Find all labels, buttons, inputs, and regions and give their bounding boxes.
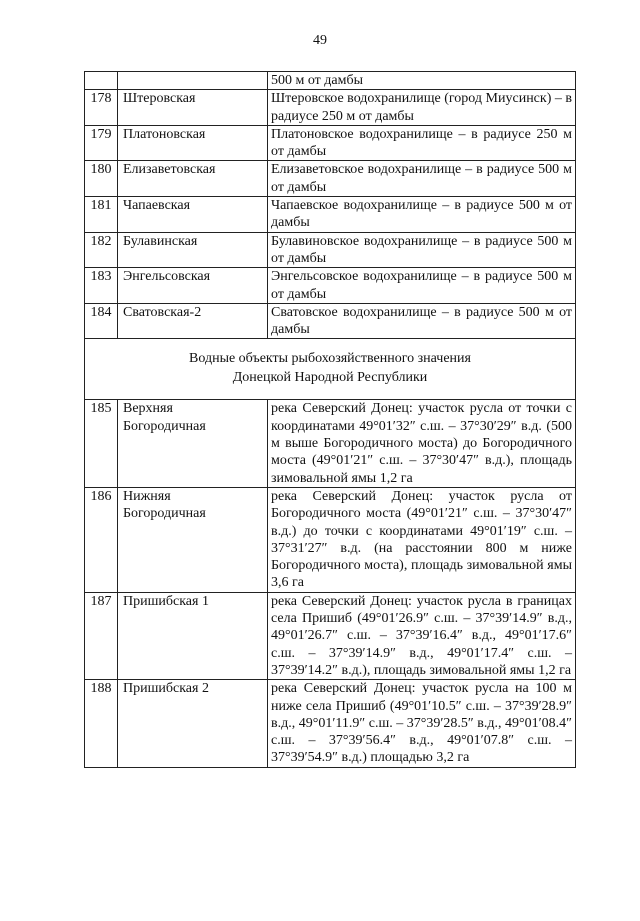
section-header-body	[85, 339, 576, 400]
table-body-lower	[85, 400, 576, 767]
table-body-upper	[85, 72, 576, 339]
object-name: Елизаветовская	[118, 161, 268, 197]
row-number: 186	[85, 487, 118, 592]
object-description: река Северский Донец: участок русла от точки с координатами 49°01′32″ с.ш. – 37°30′29″ в.д. (500 м выше Богородичного моста) до Богородичного моста (49°01′21″ с.ш. – 37°30′47″ в.д.), площадь зимовальной ямы 1,2 га	[268, 400, 576, 487]
table-row	[85, 487, 576, 592]
object-description: Булавиновское водохранилище – в радиусе 500 м от дамбы	[268, 232, 576, 268]
object-name: Энгельсовская	[118, 268, 268, 304]
object-name: Булавинская	[118, 232, 268, 268]
row-number: 179	[85, 125, 118, 161]
object-description: река Северский Донец: участок русла на 100 м ниже села Пришиб (49°01′10.5″ с.ш. – 37°39′28.9″ в.д., 49°01′11.9″ с.ш. – 37°39′28.5″ в.д., 49°01′08.4″ с.ш. – 37°39′56.4″ в.д., 49°01′07.8″ с.ш. – 37°39′54.9″ в.д.) площадью 3,2 га	[268, 680, 576, 767]
row-number: 180	[85, 161, 118, 197]
table-row	[85, 125, 576, 161]
object-name: Чапаевская	[118, 197, 268, 233]
table-row	[85, 680, 576, 767]
object-description: Сватовское водохранилище – в радиусе 500 м от дамбы	[268, 303, 576, 339]
row-number: 178	[85, 90, 118, 126]
table-row	[85, 400, 576, 487]
object-description: Платоновское водохранилище – в радиусе 250 м от дамбы	[268, 125, 576, 161]
row-number: 181	[85, 197, 118, 233]
object-description: река Северский Донец: участок русла от Богородичного моста (49°01′21″ с.ш. – 37°30′47″ в.д.) до точки с координатами 49°01′19″ с.ш. – 37°31′27″ в.д. (на расстоянии 800 м ниже Богородичного моста), площадь зимовальной ямы 3,6 га	[268, 487, 576, 592]
object-name: Пришибская 1	[118, 592, 268, 679]
table-row	[85, 303, 576, 339]
table-row	[85, 72, 576, 90]
object-name: Штеровская	[118, 90, 268, 126]
object-name: Верхняя Богородичная	[118, 400, 268, 487]
row-number: 188	[85, 680, 118, 767]
row-number	[85, 72, 118, 90]
row-number: 185	[85, 400, 118, 487]
object-name: Нижняя Богородичная	[118, 487, 268, 592]
table-row	[85, 268, 576, 304]
object-name: Пришибская 2	[118, 680, 268, 767]
fishing-areas-table	[84, 71, 576, 768]
object-name: Платоновская	[118, 125, 268, 161]
object-description: 500 м от дамбы	[268, 72, 576, 90]
object-name	[118, 72, 268, 90]
table-row	[85, 90, 576, 126]
table-row	[85, 197, 576, 233]
object-description: Штеровское водохранилище (город Миусинск) – в радиусе 250 м от дамбы	[268, 90, 576, 126]
table-row	[85, 161, 576, 197]
table-row	[85, 232, 576, 268]
section-header-line-2: Донецкой Народной Республики	[232, 370, 428, 386]
row-number: 187	[85, 592, 118, 679]
object-description: Энгельсовское водохранилище – в радиусе 500 м от дамбы	[268, 268, 576, 304]
row-number: 183	[85, 268, 118, 304]
object-description: река Северский Донец: участок русла в границах села Пришиб (49°01′26.9″ с.ш. – 37°39′14.9″ в.д., 49°01′26.7″ с.ш. – 37°39′16.4″ в.д., 49°01′17.6″ с.ш. – 37°39′14.9″ в.д., 49°01′17.4″ с.ш. – 37°39′14.2″ в.д.), площадь зимовальной ямы 1,2 га	[268, 592, 576, 679]
object-description: Елизаветовское водохранилище – в радиусе 500 м от дамбы	[268, 161, 576, 197]
object-name: Сватовская-2	[118, 303, 268, 339]
table-row	[85, 592, 576, 679]
object-description: Чапаевское водохранилище – в радиусе 500 м от дамбы	[268, 197, 576, 233]
section-header-line-1: Водные объекты рыбохозяйственного значения	[189, 351, 471, 367]
row-number: 182	[85, 232, 118, 268]
section-header-row	[85, 339, 576, 400]
page-number: 49	[313, 33, 327, 48]
section-header	[85, 339, 576, 400]
row-number: 184	[85, 303, 118, 339]
